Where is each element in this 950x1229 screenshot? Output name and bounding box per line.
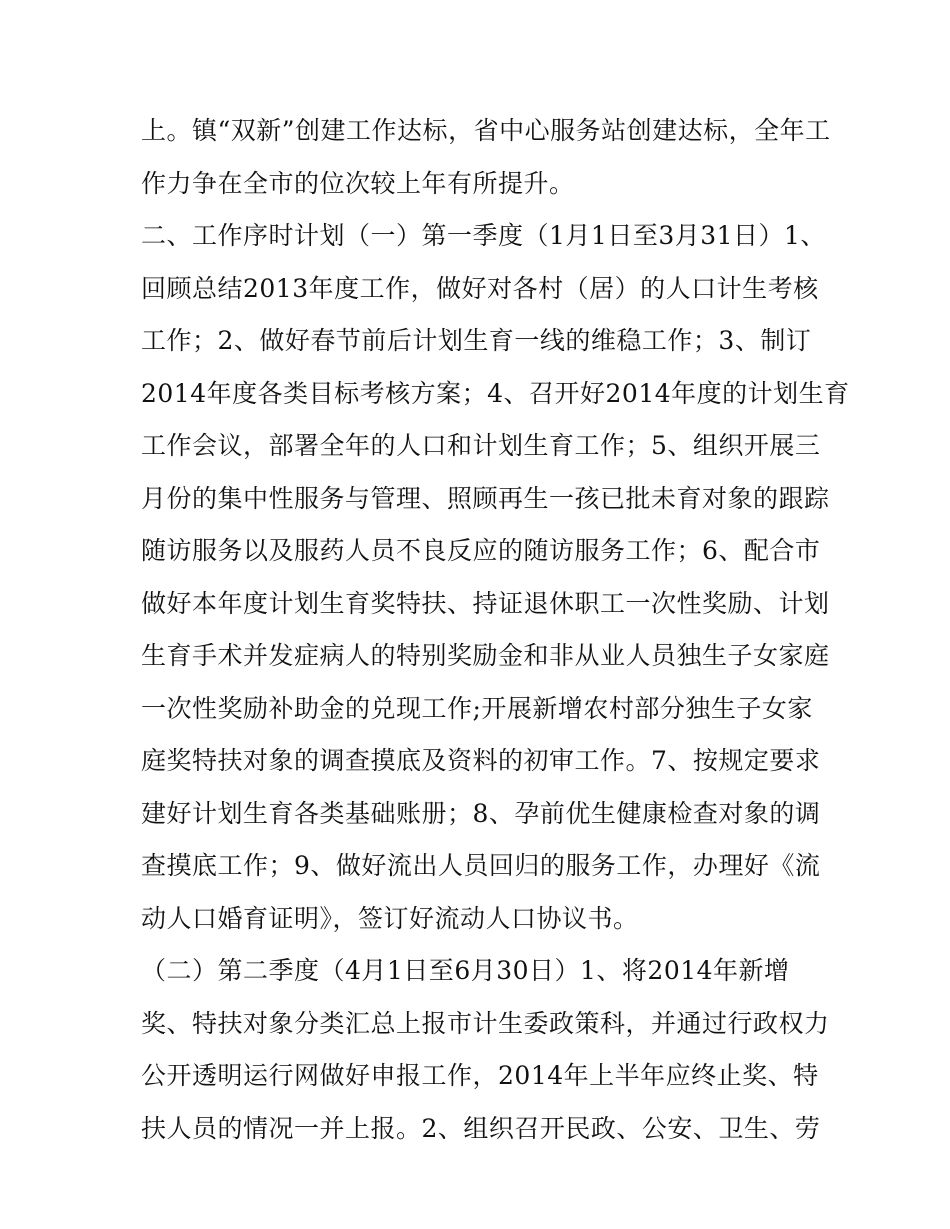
text-line: 做好本年度计划生育奖特扶、持证退休职工一次性奖励、计划 — [141, 588, 830, 618]
text-line: 公开透明运行网做好申报工作，2014年上半年应终止奖、特 — [141, 1061, 819, 1090]
text-line: 庭奖特扶对象的调查摸底及资料的初审工作。7、按规定要求 — [141, 746, 821, 775]
text-line: 扶人员的情况一并上报。2、组织召开民政、公安、卫生、劳 — [141, 1113, 821, 1143]
text-line: 奖、特扶对象分类汇总上报市计生委政策科，并通过行政权力 — [141, 1008, 830, 1038]
text-line: 一次性奖励补助金的兑现工作;开展新增农村部分独生子女家 — [141, 693, 813, 723]
text-line: 查摸底工作；9、做好流出人员回归的服务工作，办理好《流 — [141, 851, 821, 880]
text-line: 随访服务以及服药人员不良反应的随访服务工作；6、配合市 — [141, 536, 821, 565]
text-line: 作力争在全市的位次较上年有所提升。 — [141, 168, 575, 198]
text-line: （二）第二季度（4月1日至6月30日）1、将2014年新增 — [141, 956, 790, 985]
text-line: 工作；2、做好春节前后计划生育一线的维稳工作；3、制订 — [141, 326, 812, 355]
text-line: 工作会议，部署全年的人口和计划生育工作；5、组织开展三 — [141, 431, 821, 460]
text-line: 回顾总结2013年度工作，做好对各村（居）的人口计生考核 — [141, 273, 819, 303]
text-line: 生育手术并发症病人的特别奖励金和非从业人员独生子女家庭 — [141, 641, 830, 670]
text-line: 二、工作序时计划（一）第一季度（1月1日至3月31日）1、 — [141, 221, 826, 250]
text-line: 建好计划生育各类基础账册；8、孕前优生健康检查对象的调 — [141, 798, 821, 828]
document-body — [141, 105, 850, 1155]
text-line: 上。镇“双新”创建工作达标，省中心服务站创建达标，全年工 — [141, 116, 831, 145]
text-line: 月份的集中性服务与管理、照顾再生一孩已批未育对象的跟踪 — [141, 483, 830, 513]
text-line: 动人口婚育证明》，签订好流动人口协议书。 — [141, 903, 639, 933]
text-line: 2014年度各类目标考核方案；4、召开好2014年度的计划生育 — [141, 378, 850, 408]
